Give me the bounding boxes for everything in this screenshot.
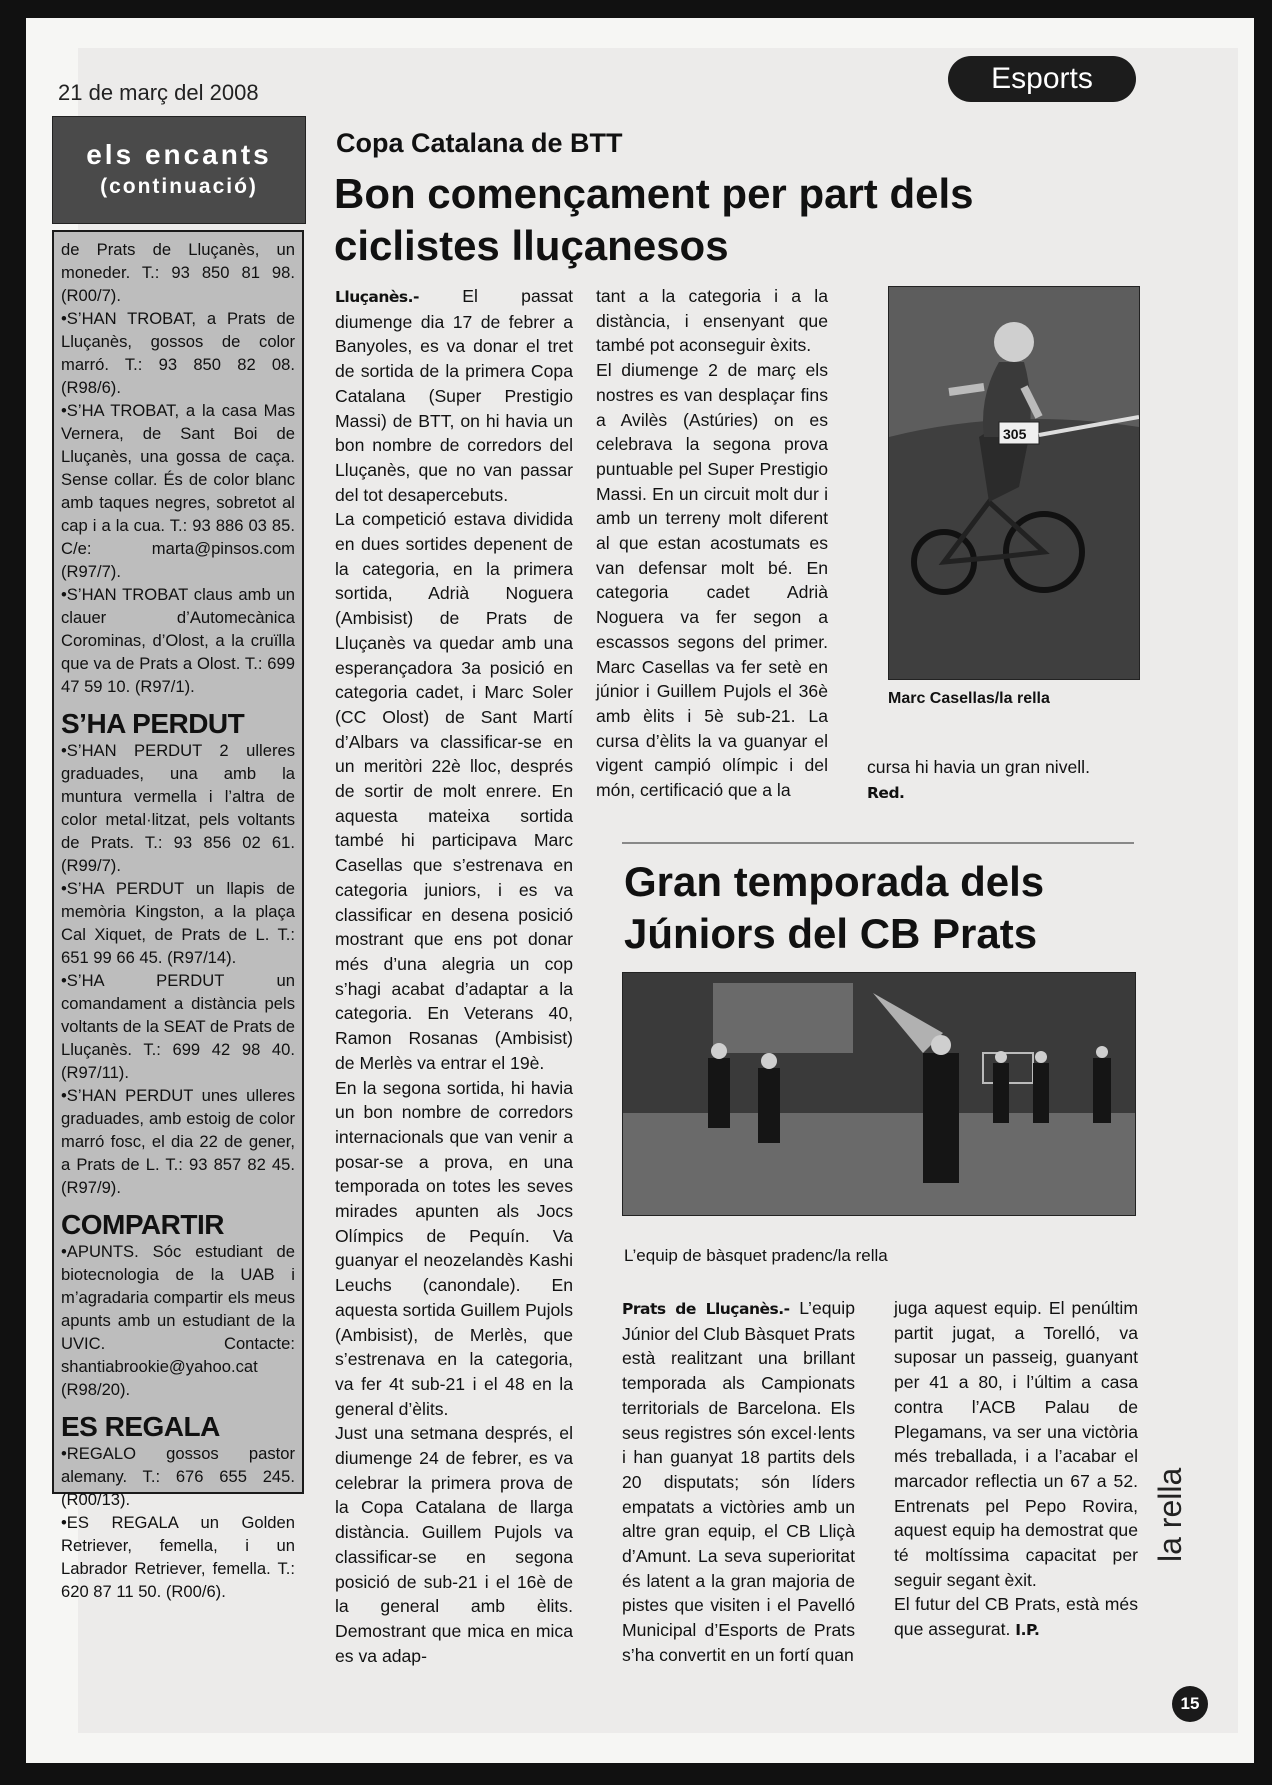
classified-item: •S’HAN TROBAT, a Prats de Lluçanès, gossos de color marró. T.: 93 850 82 08. (R98/6). [61, 309, 295, 397]
cyclist-illustration [889, 287, 1139, 679]
article2-column-1 [622, 1296, 855, 1668]
page-number: 15 [1172, 1686, 1208, 1722]
article1-headline: Bon començament per part dels ciclistes lluçanesos [334, 170, 974, 269]
cyclist-photo [888, 286, 1140, 680]
classified-item: •APUNTS. Sóc estudiant de biotecnologia de la UAB i m’agradaria compartir els meus apunts amb un estudiant de la UVIC. Contacte: shantiabrookie@yahoo.cat (R98/20). [61, 1242, 295, 1399]
cyclist-photo-caption: Marc Casellas/la rella [888, 690, 1050, 707]
article1-paragraph: El diumenge 2 de març els nostres es van desplaçar fins a Avilès (Astúries) on es celebrava la segona prova puntuable pel Super Prestigio Massi. En un circuit molt dur i amb un terreny molt diferent al que estan acostumats es van defensar molt bé. En categoria cadet Adrià Noguera va fer segon a escassos segons del primer. Marc Casellas va fer setè en júnior i Guillem Pujols el 36è amb èlits i 5è sub-21. La cursa d’èlits la va guanyar el vigent campió olímpic i del món, certificació que a la [596, 360, 828, 801]
section-heading-giveaway: ES REGALA [61, 1411, 220, 1442]
classified-item: •S’HA PERDUT un comandament a distància pels voltants de la SEAT de Prats de Lluçanès. T.: 699 42 98 40. (R97/11). [61, 971, 295, 1082]
article1-lead: Lluçanès.- [335, 288, 419, 306]
section-heading-lost: S’HA PERDUT [61, 708, 245, 739]
classifieds-subtitle: (continuació) [100, 175, 258, 198]
classified-item: de Prats de Lluçanès, un moneder. T.: 93 850 81 98. (R00/7). [61, 240, 295, 305]
article1-column-3 [867, 755, 1107, 805]
section-badge: Esports [948, 56, 1136, 102]
article1-paragraph: cursa hi havia un gran nivell. [867, 757, 1090, 777]
page-date: 21 de març del 2008 [58, 80, 259, 105]
classifieds-header [52, 116, 306, 224]
article2-paragraph [622, 1296, 855, 1668]
article1-signature: Red. [867, 783, 905, 802]
classifieds-box [52, 230, 304, 1601]
article1-paragraph: En la segona sortida, hi havia un bon nombre de corredors internacionals que van venir a posar-se a prova, en una temporada on totes les seves mirades apunten als Jocs Olímpics de Pequín. Va guanyar el neozelandès Kashi Leuchs (canondale). En aquesta sortida Guillem Pujols (Ambisist), de Merlès, que s’estrenava en la categoria, va fer 4t sub-21 i el 48 en la general d’èlits. [335, 1077, 573, 1419]
article2-paragraph: juga aquest equip. El penúltim partit jugat, a Torelló, va suposar un passeig, guanyant per 41 a 80, i l’últim a casa contra l’ACB Palau de Plegamans, va ser una victòria més treballada, i a l’acabar el marcador reflectia un 67 a 52. Entrenats pel Pepo Rovira, aquest equip ha demostrat que té moltíssima capacitat per seguir segant èxit. [894, 1298, 1138, 1590]
classified-item: •ES REGALA un Golden Retriever, femella, i un Labrador Retriever, femella. T.: 620 87 11 50. (R00/6). [61, 1513, 295, 1601]
article2-column-2 [894, 1296, 1138, 1643]
publication-logo: la rella [1152, 1467, 1188, 1562]
article1-column-1 [335, 284, 573, 1668]
basketball-photo [622, 972, 1136, 1216]
classifieds-title: els encants [86, 139, 272, 170]
article2-headline: Gran temporada dels Júniors del CB Prats [624, 858, 1045, 957]
classified-item: •S’HA PERDUT un llapis de memòria Kingston, a la plaça Cal Xiquet, de Prats de L. T.: 651 99 66 45. (R97/14). [61, 879, 295, 967]
article2-final-text: El futur del CB Prats, està més que assegurat. [894, 1594, 1138, 1640]
section-heading-share: COMPARTIR [61, 1209, 224, 1240]
basketball-photo-caption: L’equip de bàsquet pradenc/la rella [624, 1246, 888, 1265]
classified-item: •S’HAN PERDUT 2 ulleres graduades, una amb la muntura vermella i l’altra de color metal·litzat, pels voltants de Prats. T.: 93 856 02 61. (R99/7). [61, 741, 295, 875]
article1-paragraph: La competició estava dividida en dues sortides depenent de la categoria, en la primera sortida, Adrià Noguera (Ambisist) de Prats de Lluçanès va quedar amb una esperançadora 3a posició en categoria cadet, i Marc Soler (CC Olost) de Sant Martí d’Albars va classificar-se en un meritòri 22è lloc, després de sortir de molt enrere. En aquesta mateixa sortida també hi participava Marc Casellas que s’estrenava en categoria juniors, i es va classificar en desena posició mostrant que ens pot donar més d’una alegria un cop s’hagi acabat d’adaptar a la categoria. En Veterans 40, Ramon Rosanas (Ambisist) de Merlès va entrar el 19è. [335, 509, 573, 1073]
article2-signature: I.P. [1015, 1621, 1040, 1640]
article-divider [622, 842, 1134, 844]
article1-paragraph: Just una setmana després, el diumenge 24 de febrer, es va celebrar la primera prova de la Copa Catalana de llarga distància. Guillem Pujols va classificar-se en segona posició de sub-21 i el 16è de la general amb èlits. Demostrant que mica en mica es va adap- [335, 1423, 573, 1666]
classified-item: •S’HA TROBAT, a la casa Mas Vernera, de Sant Boi de Lluçanès, una gossa de caça. Sense collar. És de color blanc amb taques negres, sobretot al cap i a la cua. T.: 93 886 03 85. C/e: marta@pinsos.com (R97/7). [61, 401, 295, 581]
article1-kicker: Copa Catalana de BTT [336, 128, 623, 158]
classified-item: •S’HAN PERDUT unes ulleres graduades, amb estoig de color marró fosc, el dia 22 de gener, a Prats de L. T.: 93 857 82 45. (R97/9). [61, 1086, 295, 1197]
classified-item: •S’HAN TROBAT claus amb un clauer d’Automecànica Corominas, d’Olost, a la cruïlla que va de Prats a Olost. T.: 699 47 59 10. (R97/1). [61, 585, 295, 696]
article1-column-2 [596, 284, 828, 803]
article2-paragraph [894, 1592, 1138, 1642]
classified-item: •REGALO gossos pastor alemany. T.: 676 655 245. (R00/13). [61, 1444, 295, 1509]
article2-first-text: L’equip Júnior del Club Bàsquet Prats està realitzant una brillant temporada als Campionats territorials de Barcelona. Els seus registres són excel·lents i han guanyat 18 partits dels 20 disputats; són líders empatats a victòries amb un altre gran equip, el CB Lliçà d’Amunt. La seva superioritat és latent a la gran majoria de pistes que visiten i el Pavelló Municipal d’Esports de Prats s’ha convertit en un fortí quan [622, 1298, 855, 1665]
article1-paragraph: tant a la categoria i a la distància, i ensenyant que també pot aconseguir èxits. [596, 286, 828, 356]
basketball-illustration [623, 973, 1135, 1215]
article1-first-text: El passat diumenge dia 17 de febrer a Banyoles, es va donar el tret de sortida de la primera Copa Catalana (Super Prestigio Massi) de BTT, on hi havia un bon nombre de corredors del Lluçanès, que no van passar del tot desapercebuts. [335, 286, 573, 505]
article1-paragraph [335, 284, 573, 507]
article2-lead: Prats de Lluçanès.- [622, 1300, 790, 1318]
race-bib-number: 305 [1003, 426, 1027, 442]
